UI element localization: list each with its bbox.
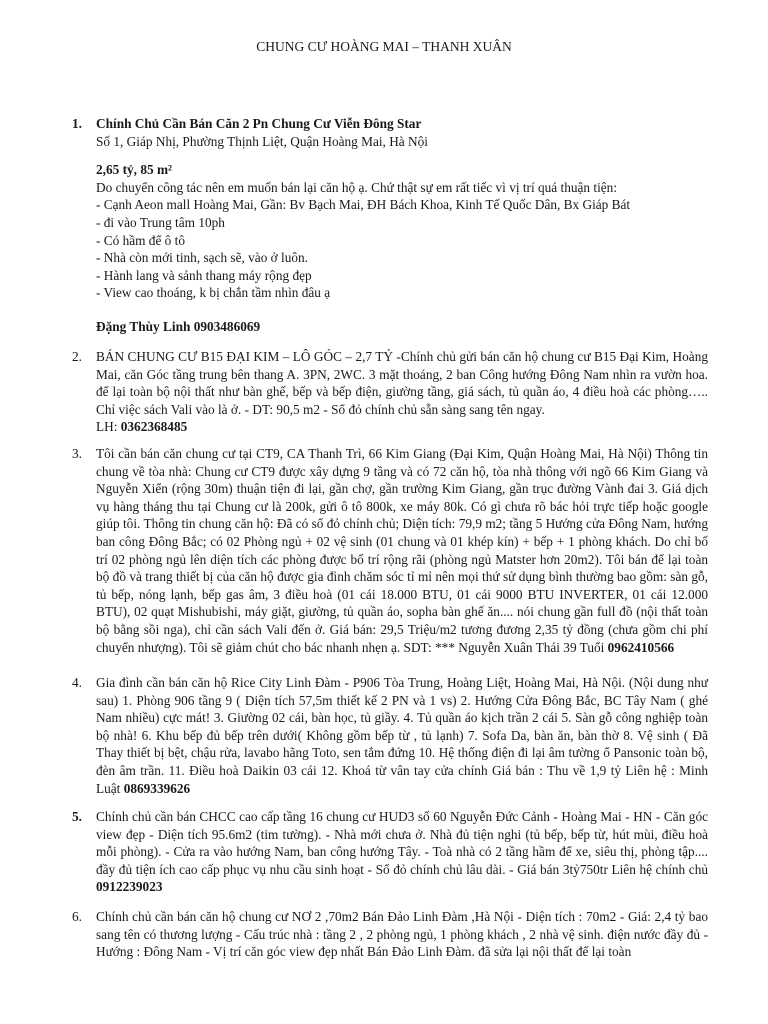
- listing-heading: Chính Chủ Cần Bán Căn 2 Pn Chung Cư Viễn Đông Star: [96, 116, 422, 131]
- contact-phone: 0962410566: [607, 639, 675, 655]
- listing-number: 5.: [72, 809, 82, 824]
- listing-body: Chính chủ cần bán CHCC cao cấp tầng 16 chung cư HUD3 số 60 Nguyễn Đức Cảnh - Hoàng Mai - HN - Căn góc view đẹp - Diện tích 95.6m2 (tim tường). - Nhà mới chưa ở. Nhà đủ tiện nghi (tủ bếp, bếp từ, hút mùi, điều hoà mỗi phòng). - Cửa ra vào hướng Nam, ban công hướng Tây. - Toà nhà có 2 tầng hầm để xe, siêu thị, phòng tập.... đầy đủ tiện ích cao cấp phục vụ nhu cầu sinh hoạt - Sổ đỏ chính chủ lâu dài. - Giá bán 3tỷ750tr Liên hệ chính chủ: [96, 809, 708, 877]
- listing-line: - Nhà còn mới tinh, sạch sẽ, vào ở luôn.: [96, 250, 308, 266]
- listing-text: BÁN CHUNG CƯ B15 ĐẠI KIM – LÔ GÓC – 2,7 TỶ -Chính chủ gửi bán căn hộ chung cư B15 Đại Kim, Hoàng Mai, căn Góc tầng trung bên thang A. 3PN, 2WC. 3 mặt thoáng, 2 ban Công hướng Đông Nam nhìn ra vườn hoa. để lại toàn bộ nội thất như bàn ghế, bếp và bếp điện, giường tầng, giá sách, tủ quần áo, 4 điều hoà các phòng….. Chỉ việc sách Vali vào là ở. - DT: 90,5 m2 - Sổ đỏ chính chủ sẵn sàng sang tên ngay.: [96, 349, 708, 417]
- contact-phone: 0362368485: [120, 419, 188, 435]
- contact-phone: 0869339626: [123, 780, 191, 796]
- listing-line: - Cạnh Aeon mall Hoàng Mai, Gần: Bv Bạch Mai, ĐH Bách Khoa, Kinh Tế Quốc Dân, Bx Giáp Bát: [96, 197, 631, 213]
- listing-number: 1.: [72, 116, 82, 131]
- listing-contact: Đặng Thùy Linh 0903486069: [96, 318, 261, 334]
- listing-number: 6.: [72, 909, 82, 924]
- listing-address: Số 1, Giáp Nhị, Phường Thịnh Liệt, Quận Hoàng Mai, Hà Nội: [96, 133, 428, 149]
- listing-number: 4.: [72, 675, 82, 690]
- listing-text: [96, 445, 708, 656]
- listing-contact: [96, 418, 708, 436]
- listing-body: Tôi cần bán căn chung cư tại CT9, CA Thanh Trì, 66 Kim Giang (Đại Kim, Quận Hoàng Mai, Hà Nội) Thông tin chung về tòa nhà: Chung cư CT9 được xây dựng 9 tầng và có 72 căn hộ, tòa nhà thông với ngõ 66 Kim Giang và Nguyễn Xiển (rộng 30m) thuận tiện đi lại, gần chợ, gần trường Kim Giang, gần trục đường Vành đai 3. Giá dịch vụ hàng tháng thu tại Chung cư là 200k, gửi ô tô 800k, xe máy 80k. Có gì chưa rõ bác hỏi trực tiếp hoặc google giúp tôi. Thông tin chung căn hộ: Đã có sổ đỏ chính chủ; Diện tích: 79,9 m2; tầng 5 Hướng cửa Đông Nam, hướng ban công Đông Bắc; có 02 Phòng ngủ + 02 vệ sinh (01 chung và 01 khép kín) + bếp + 1 phòng khách. Do chỉ bố trí 02 phòng ngủ lên diện tích các phòng được bố trí rộng rãi (phòng ngủ Matster hơn 20m2). Tôi bán để lại toàn bộ đồ và trang thiết bị của căn hộ được gia đình chăm sóc tỉ mỉ nên mọi thứ sử dụng bình thường bao gồm: sàn gỗ, tủ bếp, nóng lạnh, bếp gas âm, 3 điều hoà (01 cái 18.000 BTU, 01 cái 9000 BTU INVERTER, 01 cái 12.000 BTU), 02 quạt Mishubishi, máy giặt, giường, tủ quần áo, sopha bàn ghế ăn.... nói chung gần full đồ (nội thất toàn bộ bằng sồi nga), chỉ cần sách Vali đến ở. Giá bán: 29,5 Triệu/m2 tương đương 2,35 tỷ đồng (chưa gồm chi phí chuyển nhượng). Tôi sẽ giảm chút cho bác nhanh nhẹn ạ. SDT: *** Nguyễn Xuân Thái 39 Tuổi: [96, 446, 708, 655]
- listing-line: - Có hầm để ô tô: [96, 232, 186, 248]
- contact-label: LH:: [96, 419, 121, 435]
- listing-line: - View cao thoáng, k bị chắn tầm nhìn đâu ạ: [96, 285, 331, 301]
- listing-number: 2.: [72, 349, 82, 364]
- listing-text: Chính chủ cần bán căn hộ chung cư NƠ 2 ,70m2 Bán Đảo Linh Đàm ,Hà Nội - Diện tích : 70m2 - Giá: 2,4 tỷ bao sang tên có thương lượng - Cấu trúc nhà : tầng 2 , 2 phòng ngủ, 1 phòng khách , 2 nhà vệ sinh. điện nước đầy đủ - Hướng : Đông Nam - Vị trí căn góc view đẹp nhất Bán Đảo Linh Đàm. đã sửa lại nội thất để lại toàn: [96, 909, 708, 960]
- listing-text: [96, 808, 708, 896]
- listing-line: - Hành lang và sảnh thang máy rộng đẹp: [96, 267, 312, 283]
- listing-line: - đi vào Trung tâm 10ph: [96, 214, 225, 230]
- contact-phone: 0912239023: [96, 879, 163, 895]
- listing-text: [96, 674, 708, 797]
- listing-body: Gia đình cần bán căn hộ Rice City Linh Đàm - P906 Tòa Trung, Hoàng Liệt, Hoàng Mai, Hà Nội. (Nội dung như sau) 1. Phòng 906 tầng 9 ( Diện tích 57,5m thiết kế 2 PN và 1 vs) 2. Hướng Cửa Đông Bắc, BC Tây Nam ( ghé Nam nhiều) cực mát! 3. Giường 02 cái, bàn học, tủ giầy. 4. Tủ quần áo kịch trần 2 cái 5. Sàn gỗ công nghiệp toàn bộ nhà! 6. Khu bếp đủ bếp trên dưới( Không gồm bếp từ , tủ lạnh) 7. Sofa Da, bàn ăn, bàn thờ 8. Vệ sinh ( Đã Thay thiết bị bệt, chậu rửa, lavabo hãng Toto, sen tắm đứng 10. Hệ thống điện đi lại âm tường ổ Pansonic toàn bộ, đèn âm trần. 11. Điều hoà Daikin 03 cái 12. Khoá từ vân tay cửa chính Giá bán : Thu về 1,9 tỷ Liên hệ : Minh Luật: [96, 675, 708, 796]
- listing-price: 2,65 tỷ, 85 m²: [96, 162, 173, 178]
- page-title: CHUNG CƯ HOÀNG MAI – THANH XUÂN: [256, 39, 512, 54]
- listing-number: 3.: [72, 446, 82, 461]
- listing-line: Do chuyển công tác nên em muốn bán lại căn hộ ạ. Chứ thật sự em rất tiếc vì vị trí quá thuận tiện:: [96, 179, 618, 195]
